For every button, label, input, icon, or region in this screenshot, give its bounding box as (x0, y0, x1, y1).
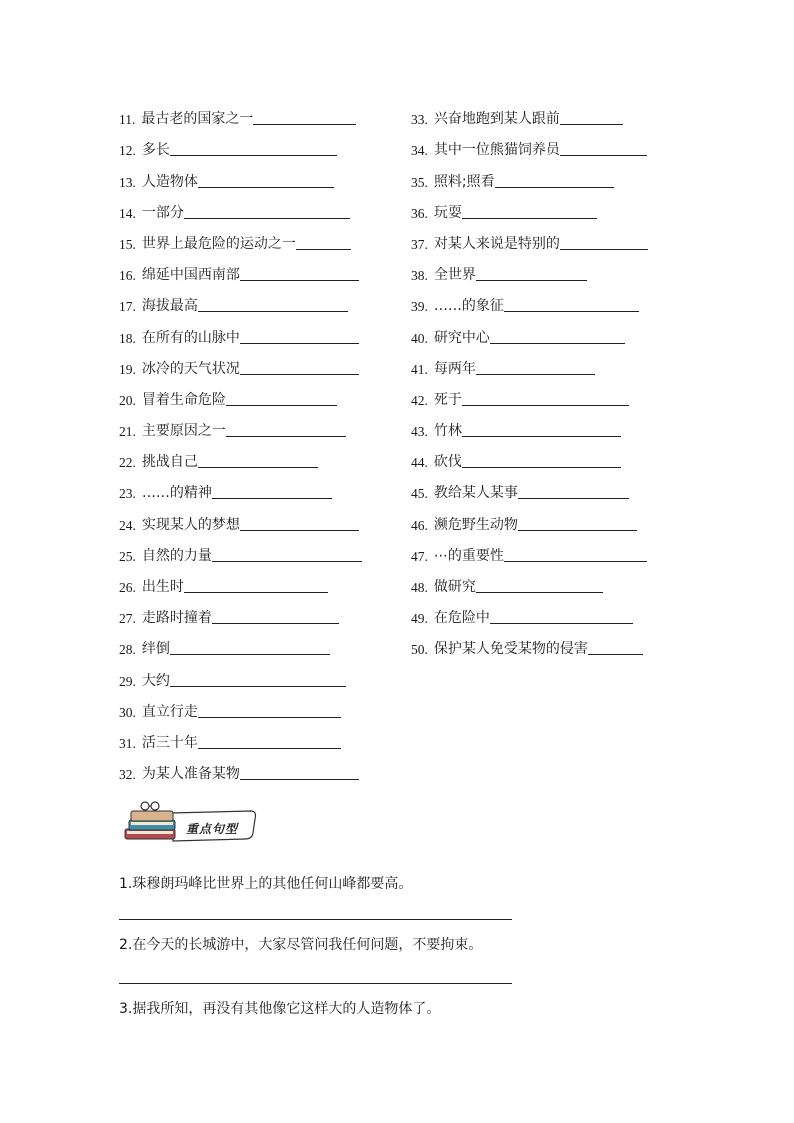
list-item (119, 128, 394, 159)
item-number: 23. (119, 486, 136, 502)
item-text: 在危险中 (433, 610, 490, 627)
item-number: 12. (119, 143, 136, 159)
list-item (119, 347, 394, 378)
answer-blank[interactable] (184, 217, 350, 219)
item-text: 照料;照看 (433, 173, 495, 190)
item-number: 48. (411, 580, 428, 595)
answer-blank[interactable] (226, 435, 346, 437)
list-item (411, 284, 686, 315)
answer-blank[interactable] (170, 653, 330, 655)
answer-blank[interactable] (240, 778, 359, 780)
list-item (119, 721, 394, 752)
item-text: 其中一位熊猫饲养员 (433, 142, 560, 159)
item-number: 13. (119, 174, 136, 190)
item-number: 15. (119, 236, 136, 252)
list-item (119, 534, 394, 565)
item-text: 玩耍 (433, 204, 462, 221)
list-item (411, 409, 686, 440)
answer-blank[interactable] (170, 685, 346, 687)
item-text: 绊倒 (141, 641, 170, 658)
list-item (411, 159, 686, 190)
item-number: 17. (119, 299, 136, 315)
item-text: 濒危野生动物 (433, 516, 518, 533)
list-item (119, 253, 394, 284)
left-column (119, 97, 394, 783)
item-number: 38. (411, 268, 428, 284)
answer-blank[interactable] (462, 217, 597, 219)
item-number: 35. (411, 174, 428, 190)
item-text: 对某人来说是特别的 (433, 235, 560, 252)
item-number: 49. (411, 611, 428, 627)
item-number: 39. (411, 299, 428, 315)
list-item (119, 191, 394, 222)
item-number: 28. (119, 642, 136, 658)
list-item (411, 534, 686, 565)
answer-blank[interactable] (170, 154, 337, 156)
answer-blank[interactable] (490, 622, 633, 624)
list-item (119, 596, 394, 627)
answer-blank[interactable] (462, 435, 621, 437)
list-item (411, 378, 686, 409)
list-item (119, 658, 394, 689)
answer-blank[interactable] (184, 591, 328, 593)
list-item (119, 409, 394, 440)
list-item (411, 222, 686, 253)
answer-blank[interactable] (490, 342, 625, 344)
answer-blank[interactable] (588, 653, 643, 655)
answer-blank[interactable] (212, 622, 339, 624)
item-number: 30. (119, 704, 136, 720)
item-text: 主要原因之一 (141, 423, 226, 440)
item-text: 活三十年 (141, 734, 198, 751)
answer-blank[interactable] (462, 404, 629, 406)
list-item (411, 565, 686, 596)
item-text: 砍伐 (433, 454, 462, 471)
item-text: 做研究 (433, 579, 476, 595)
answer-blank[interactable] (504, 310, 639, 312)
list-item (411, 627, 686, 658)
item-number: 40. (411, 330, 428, 346)
item-text: 每两年 (433, 360, 476, 377)
list-item (411, 347, 686, 378)
item-number: 24. (119, 517, 136, 533)
item-text: 绵延中国西南部 (141, 267, 240, 284)
item-number: 42. (411, 392, 428, 408)
answer-blank[interactable] (476, 373, 595, 375)
list-item (411, 471, 686, 502)
item-text: 为某人准备某物 (141, 766, 240, 783)
answer-blank[interactable] (198, 466, 318, 468)
list-item (411, 191, 686, 222)
item-number: 16. (119, 268, 136, 284)
item-text: 保护某人免受某物的侵害 (433, 641, 588, 658)
item-text: 在所有的山脉中 (141, 329, 240, 346)
item-text: 最古老的国家之一 (141, 111, 254, 128)
item-number: 27. (119, 611, 136, 627)
item-number: 19. (119, 361, 136, 377)
item-number: 36. (411, 205, 428, 221)
item-number: 50. (411, 642, 428, 658)
item-number: 26. (119, 580, 136, 595)
item-text: ……的象征 (433, 298, 504, 315)
item-text: 世界上最危险的运动之一 (141, 235, 296, 252)
answer-blank[interactable] (296, 248, 351, 250)
item-text: 研究中心 (433, 329, 490, 346)
item-number: 29. (119, 673, 136, 689)
item-text: 大约 (141, 672, 170, 689)
item-number: 31. (119, 735, 136, 751)
item-number: 20. (119, 392, 136, 408)
list-item (119, 159, 394, 190)
answer-blank[interactable] (462, 466, 621, 468)
item-text: 冒着生命危险 (141, 391, 226, 408)
list-item (119, 627, 394, 658)
item-text: 多长 (141, 142, 170, 159)
answer-blank[interactable] (504, 560, 647, 562)
list-item (119, 315, 394, 346)
item-text: 教给某人某事 (433, 485, 518, 502)
answer-blank[interactable] (240, 529, 359, 531)
answer-blank[interactable] (560, 154, 647, 156)
item-text: 冰冷的天气状况 (141, 360, 240, 377)
list-item (411, 253, 686, 284)
section-title: 重点句型 (186, 822, 239, 836)
answer-line[interactable] (119, 918, 512, 920)
item-number: 25. (119, 548, 136, 564)
item-text: 自然的力量 (141, 547, 212, 564)
list-item (119, 440, 394, 471)
item-number: 14. (119, 205, 136, 221)
list-item (119, 502, 394, 533)
item-number: 34. (411, 143, 428, 159)
answer-blank[interactable] (240, 342, 359, 344)
key-sentence: 2.在今天的长城游中，大家尽管问我任何问题，不要拘束。 (119, 937, 483, 953)
item-text: 走路时撞着 (141, 610, 212, 627)
answer-blank[interactable] (212, 497, 332, 499)
list-item (119, 690, 394, 721)
list-item (119, 378, 394, 409)
answer-blank[interactable] (495, 186, 614, 188)
list-item (119, 222, 394, 253)
item-number: 47. (411, 548, 428, 564)
answer-blank[interactable] (253, 123, 356, 125)
item-text: 直立行走 (141, 703, 198, 720)
item-text: 出生时 (141, 579, 184, 595)
list-item (119, 471, 394, 502)
item-number: 33. (411, 112, 428, 128)
answer-blank[interactable] (240, 279, 359, 281)
answer-blank[interactable] (476, 279, 587, 281)
item-number: 11. (119, 112, 136, 128)
item-text: 全世界 (433, 267, 476, 284)
answer-blank[interactable] (226, 404, 337, 406)
list-item (411, 596, 686, 627)
key-sentence: 1.珠穆朗玛峰比世界上的其他任何山峰都要高。 (119, 876, 413, 892)
key-sentence: 3.据我所知，再没有其他像它这样大的人造物体了。 (119, 1001, 441, 1017)
answer-blank[interactable] (240, 373, 359, 375)
list-item (119, 284, 394, 315)
list-item (411, 502, 686, 533)
item-text: 实现某人的梦想 (141, 516, 240, 533)
item-number: 45. (411, 486, 428, 502)
item-number: 37. (411, 236, 428, 252)
answer-blank[interactable] (198, 716, 341, 718)
answer-blank[interactable] (198, 747, 341, 749)
answer-blank[interactable] (198, 186, 334, 188)
item-text: 一部分 (141, 204, 184, 221)
list-item (411, 315, 686, 346)
item-number: 18. (119, 330, 136, 346)
item-text: ……的精神 (141, 485, 212, 502)
item-number: 43. (411, 424, 428, 440)
item-text: 竹林 (433, 423, 462, 440)
item-text: 挑战自己 (141, 454, 198, 471)
answer-blank[interactable] (518, 529, 637, 531)
answer-blank[interactable] (518, 497, 629, 499)
item-text: 人造物体 (141, 173, 198, 190)
item-number: 44. (411, 455, 428, 471)
answer-line[interactable] (119, 982, 512, 984)
list-item (119, 97, 394, 128)
answer-blank[interactable] (212, 560, 362, 562)
answer-blank[interactable] (198, 310, 348, 312)
answer-blank[interactable] (560, 248, 648, 250)
item-text: 兴奋地跑到某人跟前 (433, 111, 560, 128)
item-number: 41. (411, 361, 428, 377)
item-text: 死于 (433, 391, 462, 408)
item-number: 46. (411, 517, 428, 533)
item-number: 21. (119, 424, 136, 440)
answer-blank[interactable] (560, 123, 623, 125)
item-text: ⋯的重要性 (433, 547, 504, 564)
item-number: 22. (119, 455, 136, 471)
list-item (411, 440, 686, 471)
list-item (411, 97, 686, 128)
item-text: 海拔最高 (141, 298, 198, 315)
list-item (119, 565, 394, 596)
item-number: 32. (119, 767, 136, 783)
answer-blank[interactable] (476, 591, 603, 593)
list-item (411, 128, 686, 159)
right-column (411, 97, 686, 658)
list-item (119, 752, 394, 783)
